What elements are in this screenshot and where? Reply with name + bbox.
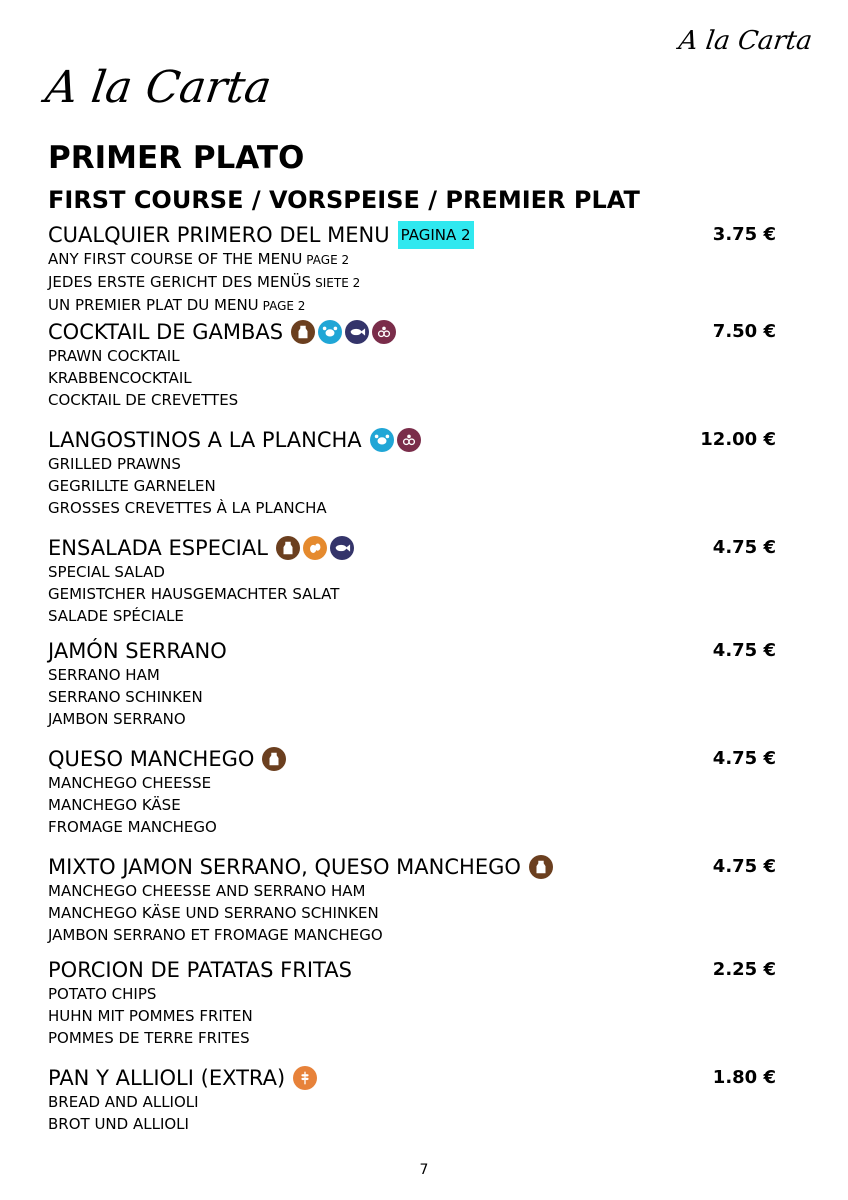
egg-icon <box>303 536 327 560</box>
item-price: 4.75 € <box>712 640 776 661</box>
item-name: MIXTO JAMON SERRANO, QUESO MANCHEGO <box>48 855 521 879</box>
item-name: LANGOSTINOS A LA PLANCHA <box>48 428 362 452</box>
item-name: PORCION DE PATATAS FRITAS <box>48 958 352 982</box>
crustacean-icon <box>318 320 342 344</box>
item-name: ENSALADA ESPECIAL <box>48 536 268 560</box>
item-name: JAMÓN SERRANO <box>48 639 227 663</box>
menu-item-mixto <box>48 854 776 946</box>
page-number: 7 <box>419 1162 429 1178</box>
item-translation-fr: POMMES DE TERRE FRITES <box>48 1029 250 1047</box>
item-translation-de: GEGRILLTE GARNELEN <box>48 477 216 495</box>
item-translation-de: GEMISTCHER HAUSGEMACHTER SALAT <box>48 585 340 603</box>
item-price: 3.75 € <box>712 224 776 245</box>
item-price: 1.80 € <box>712 1067 776 1088</box>
menu-item-pan-allioli <box>48 1065 776 1135</box>
item-translation-de: HUHN MIT POMMES FRITEN <box>48 1007 253 1025</box>
page-reference-tag: PAGINA 2 <box>398 221 474 249</box>
item-translation-en: POTATO CHIPS <box>48 985 157 1003</box>
item-translation-en: PRAWN COCKTAIL <box>48 347 180 365</box>
item-translation-de: MANCHEGO KÄSE <box>48 796 181 814</box>
sulfite-icon <box>372 320 396 344</box>
item-translation-de: KRABBENCOCKTAIL <box>48 369 192 387</box>
fish-icon <box>345 320 369 344</box>
item-price: 4.75 € <box>712 537 776 558</box>
item-translation-de: SERRANO SCHINKEN <box>48 688 203 706</box>
item-translation-fr: UN PREMIER PLAT DU MENU PAGE 2 <box>48 296 306 314</box>
item-translation-en: MANCHEGO CHEESSE AND SERRANO HAM <box>48 882 366 900</box>
section-subtitle: FIRST COURSE / VORSPEISE / PREMIER PLAT <box>48 186 640 214</box>
item-translation-en: ANY FIRST COURSE OF THE MENU PAGE 2 <box>48 250 350 268</box>
milk-icon <box>276 536 300 560</box>
item-translation-en: BREAD AND ALLIOLI <box>48 1093 199 1111</box>
menu-item-langostinos <box>48 427 776 519</box>
item-translation-en: SPECIAL SALAD <box>48 563 165 581</box>
item-translation-en: MANCHEGO CHEESSE <box>48 774 212 792</box>
header-script-title: A la Carta <box>676 26 815 56</box>
item-price: 4.75 € <box>712 748 776 769</box>
item-translation-de: MANCHEGO KÄSE UND SERRANO SCHINKEN <box>48 904 379 922</box>
item-price: 7.50 € <box>712 321 776 342</box>
item-price: 4.75 € <box>712 856 776 877</box>
item-translation-en: SERRANO HAM <box>48 666 160 684</box>
milk-icon <box>291 320 315 344</box>
crustacean-icon <box>370 428 394 452</box>
page-title: A la Carta <box>42 62 275 113</box>
item-translation-fr: JAMBON SERRANO ET FROMAGE MANCHEGO <box>48 926 383 944</box>
item-name: PAN Y ALLIOLI (EXTRA) <box>48 1066 286 1090</box>
menu-item-cocktail-de-gambas <box>48 319 776 411</box>
item-translation-fr: GROSSES CREVETTES À LA PLANCHA <box>48 499 327 517</box>
menu-item-jamon-serrano <box>48 638 776 730</box>
milk-icon <box>262 747 286 771</box>
item-name: CUALQUIER PRIMERO DEL MENU <box>48 223 390 247</box>
menu-item-cualquier-primero <box>48 222 776 317</box>
item-translation-de: BROT UND ALLIOLI <box>48 1115 189 1133</box>
item-name: QUESO MANCHEGO <box>48 747 255 771</box>
item-translation-en: GRILLED PRAWNS <box>48 455 181 473</box>
fish-icon <box>330 536 354 560</box>
section-title: PRIMER PLATO <box>48 140 305 176</box>
menu-item-queso-manchego <box>48 746 776 838</box>
menu-item-patatas-fritas <box>48 957 776 1049</box>
item-translation-de: JEDES ERSTE GERICHT DES MENÜS SIETE 2 <box>48 273 361 291</box>
item-translation-fr: JAMBON SERRANO <box>48 710 186 728</box>
item-translation-fr: FROMAGE MANCHEGO <box>48 818 217 836</box>
gluten-icon <box>293 1066 317 1090</box>
item-price: 12.00 € <box>700 429 776 450</box>
menu-item-ensalada-especial <box>48 535 776 627</box>
sulfite-icon <box>397 428 421 452</box>
item-name: COCKTAIL DE GAMBAS <box>48 320 284 344</box>
item-price: 2.25 € <box>712 959 776 980</box>
item-translation-fr: COCKTAIL DE CREVETTES <box>48 391 239 409</box>
milk-icon <box>529 855 553 879</box>
item-translation-fr: SALADE SPÉCIALE <box>48 607 184 625</box>
